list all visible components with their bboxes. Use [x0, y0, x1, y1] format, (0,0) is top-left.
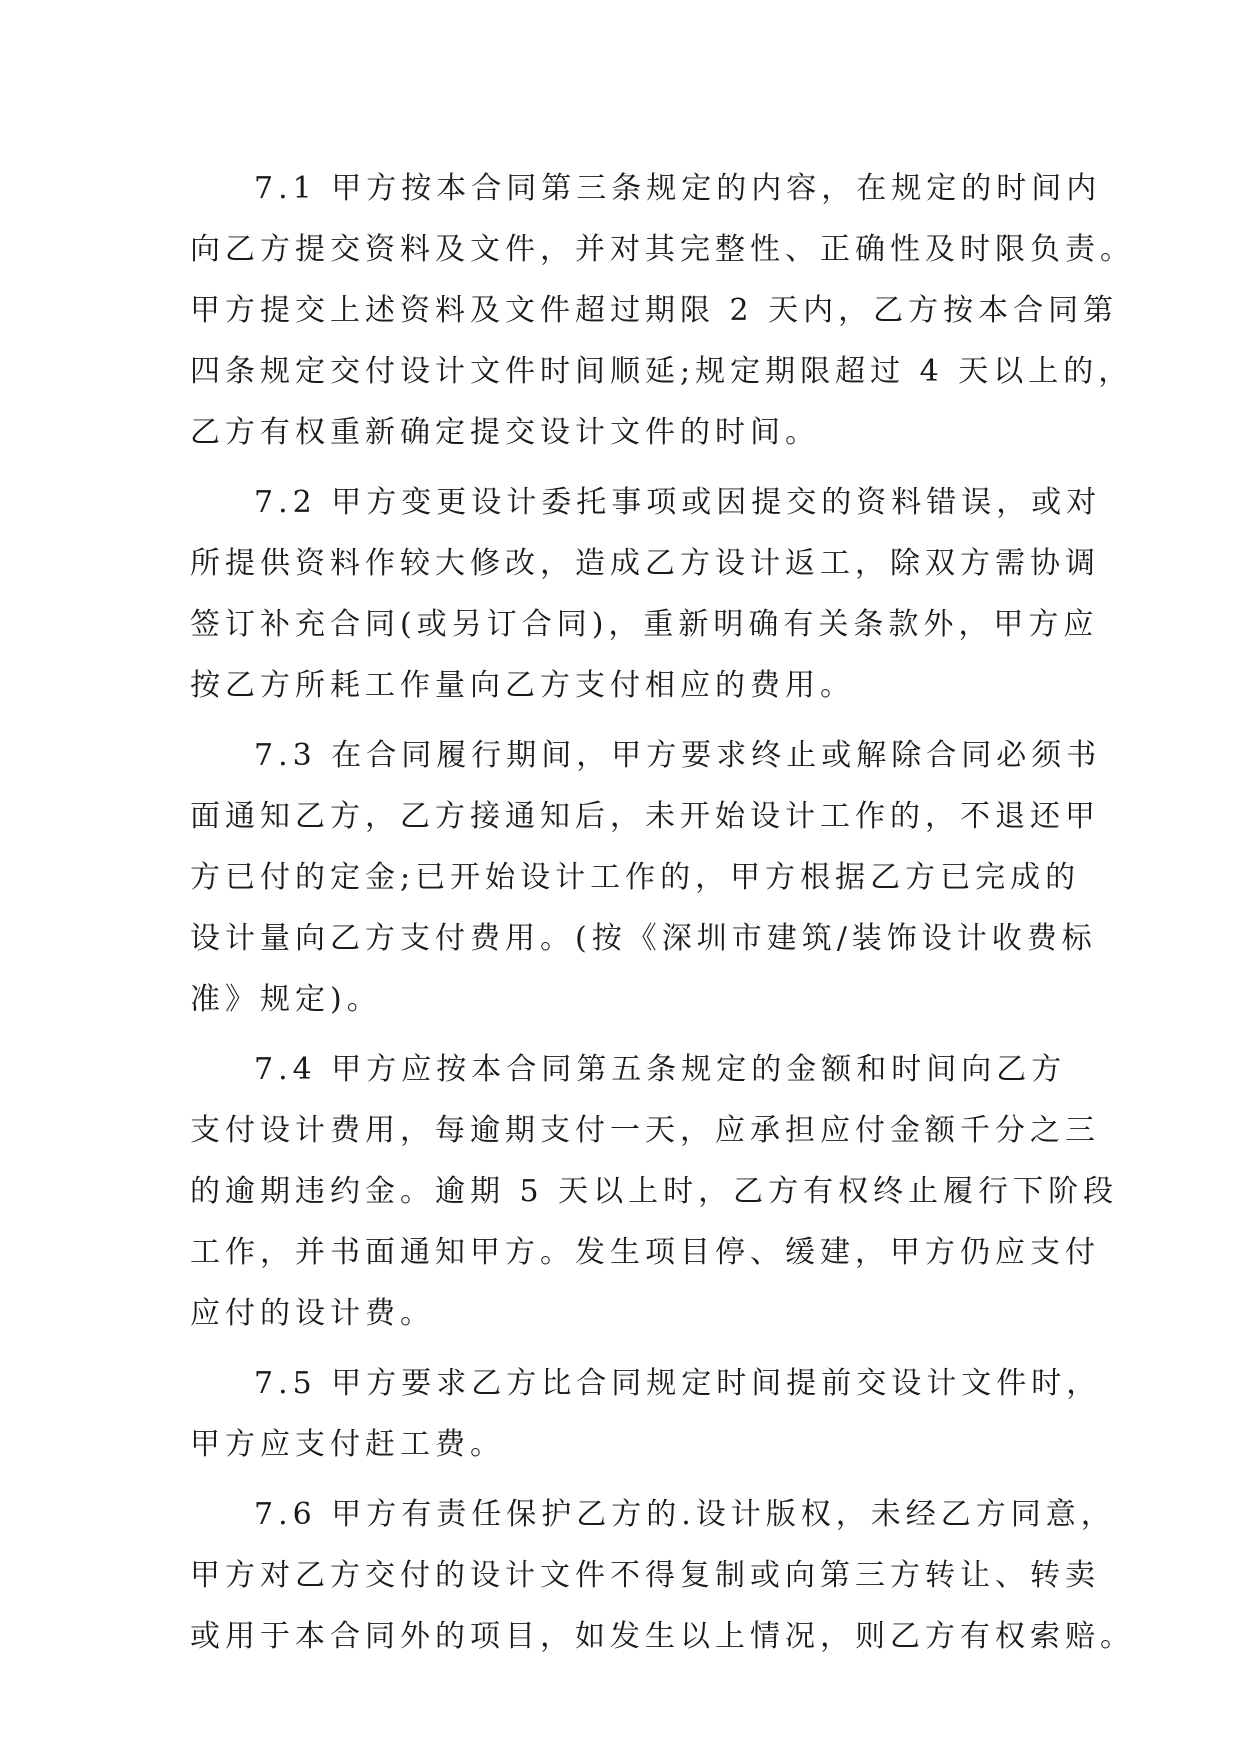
text-line: 按乙方所耗工作量向乙方支付相应的费用。	[190, 668, 855, 703]
text-line: 7.4 甲方应按本合同第五条规定的金额和时间向乙方	[254, 1052, 1067, 1087]
clause-7-6	[190, 1484, 1135, 1667]
text-line: 7.5 甲方要求乙方比合同规定时间提前交设计文件时，	[254, 1366, 1102, 1401]
text-line: 7.2 甲方变更设计委托事项或因提交的资料错误，或对	[254, 485, 1102, 520]
clause-7-4	[190, 1039, 1119, 1344]
text-line: 或用于本合同外的项目，如发生以上情况，则乙方有权索赔。	[190, 1619, 1135, 1654]
text-line: 方已付的定金;已开始设计工作的，甲方根据乙方已完成的	[190, 860, 1081, 895]
clause-7-5	[190, 1353, 1102, 1475]
text-line: 7.1 甲方按本合同第三条规定的内容，在规定的时间内	[254, 171, 1102, 206]
text-line: 支付设计费用，每逾期支付一天，应承担应付金额千分之三	[190, 1113, 1100, 1148]
text-line: 签订补充合同(或另订合同)，重新明确有关条款外，甲方应	[190, 607, 1099, 642]
text-line: 面通知乙方，乙方接通知后，未开始设计工作的，不退还甲	[190, 799, 1100, 834]
text-line: 四条规定交付设计文件时间顺延;规定期限超过 4 天以上的，	[190, 354, 1134, 389]
document-body	[190, 158, 1135, 1676]
text-line: 工作，并书面通知甲方。发生项目停、缓建，甲方仍应支付	[190, 1235, 1100, 1270]
text-line: 向乙方提交资料及文件，并对其完整性、正确性及时限负责。	[190, 232, 1135, 267]
clause-7-2	[190, 472, 1102, 716]
text-line: 设计量向乙方支付费用。(按《深圳市建筑/装饰设计收费标	[190, 921, 1097, 956]
clause-7-1	[190, 158, 1135, 463]
clause-7-3	[190, 725, 1102, 1030]
text-line: 所提供资料作较大修改，造成乙方设计返工，除双方需协调	[190, 546, 1100, 581]
text-line: 的逾期违约金。逾期 5 天以上时，乙方有权终止履行下阶段	[190, 1174, 1119, 1209]
text-line: 甲方对乙方交付的设计文件不得复制或向第三方转让、转卖	[190, 1558, 1100, 1593]
text-line: 甲方应支付赶工费。	[190, 1427, 505, 1462]
text-line: 应付的设计费。	[190, 1296, 435, 1331]
text-line: 7.6 甲方有责任保护乙方的.设计版权，未经乙方同意，	[254, 1497, 1116, 1532]
text-line: 甲方提交上述资料及文件超过期限 2 天内，乙方按本合同第	[190, 293, 1119, 328]
text-line: 准》规定)。	[190, 982, 382, 1017]
text-line: 7.3 在合同履行期间，甲方要求终止或解除合同必须书	[254, 738, 1102, 773]
text-line: 乙方有权重新确定提交设计文件的时间。	[190, 415, 820, 450]
